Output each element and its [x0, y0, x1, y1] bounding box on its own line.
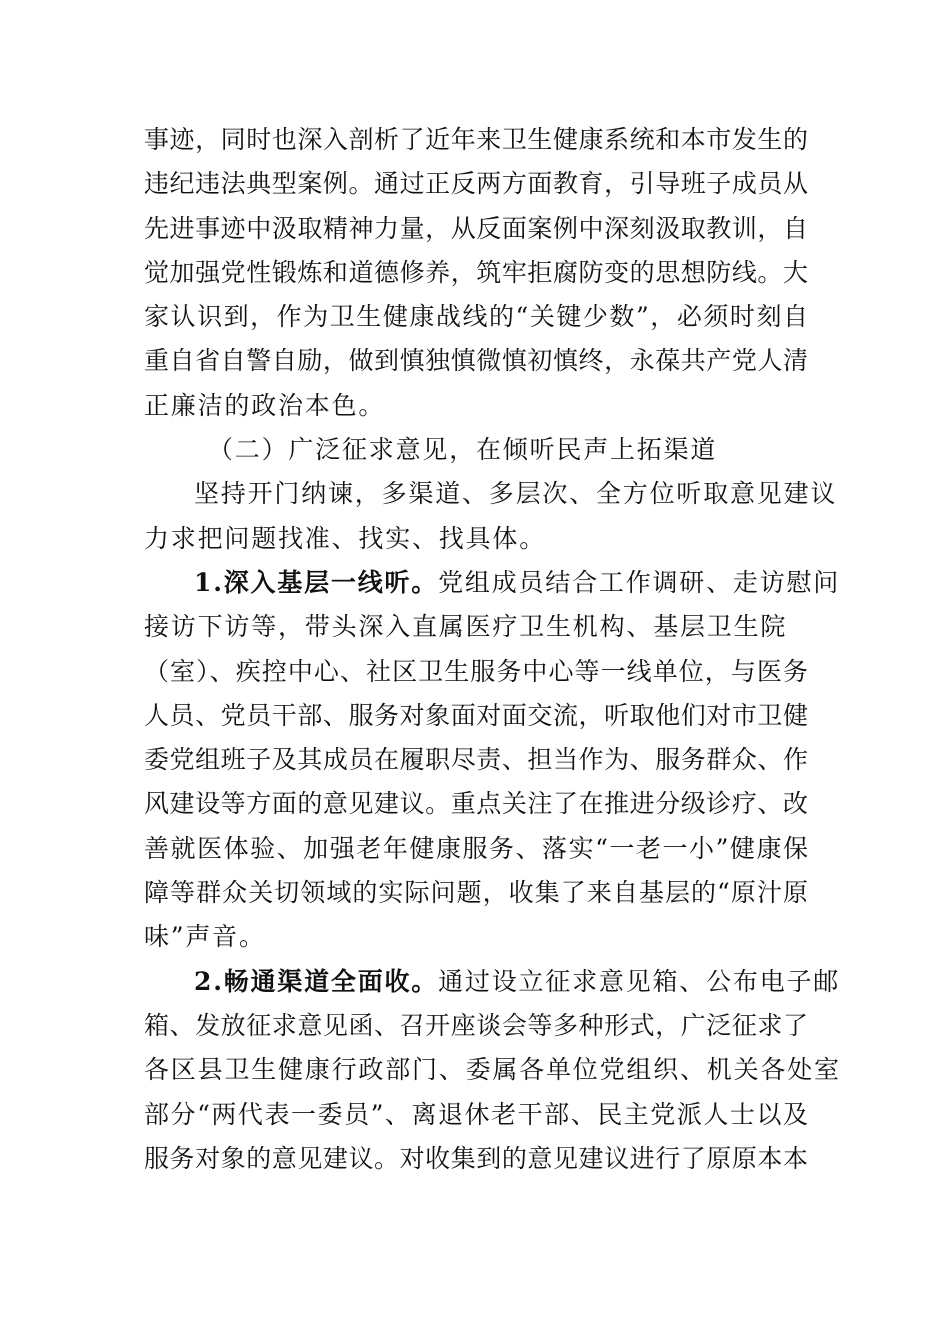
text-line: 正廉洁的政治本色。 — [144, 390, 386, 420]
text-line: 接访下访等，带头深入直属医疗卫生机构、基层卫生院 — [144, 612, 788, 642]
text-line: 家认识到，作为卫生健康战线的“关键少数”，必须时刻自 — [144, 302, 808, 332]
bold-lead: 2.畅通渠道全面收。 — [194, 966, 439, 996]
text-line: 坚持开门纳谏，多渠道、多层次、全方位听取意见建议 — [194, 479, 838, 509]
text-line: 障等群众关切领域的实际问题，收集了来自基层的“原汁原 — [144, 878, 808, 908]
text-line: 委党组班子及其成员在履职尽责、担当作为、服务群众、作 — [144, 745, 808, 775]
text-line-with-lead — [144, 561, 841, 605]
text-line: （室）、疾控中心、社区卫生服务中心等一线单位，与医务 — [144, 656, 808, 686]
text-line: 箱、发放征求意见函、召开座谈会等多种形式，广泛征求了 — [144, 1010, 808, 1040]
text-line: 力求把问题找准、找实、找具体。 — [144, 523, 547, 553]
text-line: 味”声音。 — [144, 922, 266, 952]
section-heading: （二）广泛征求意见，在倾听民声上拓渠道 — [208, 435, 718, 465]
text-line: 先进事迹中汲取精神力量，从反面案例中深刻汲取教训，自 — [144, 213, 808, 243]
text-line: 违纪违法典型案例。通过正反两方面教育，引导班子成员从 — [144, 169, 808, 199]
text-line: 觉加强党性锻炼和道德修养，筑牢拒腐防变的思想防线。大 — [144, 257, 808, 287]
text-line: 善就医体验、加强老年健康服务、落实“一老一小”健康保 — [144, 833, 808, 863]
text-line: 风建设等方面的意见建议。重点关注了在推进分级诊疗、改 — [144, 789, 808, 819]
paragraph-4 — [144, 960, 841, 1181]
text-line: 重自省自警自励，做到慎独慎微慎初慎终，永葆共产党人清 — [144, 346, 808, 376]
bold-lead: 1.深入基层一线听。 — [194, 567, 439, 597]
text-line: 人员、党员干部、服务对象面对面交流，听取他们对市卫健 — [144, 700, 808, 730]
text-line: 服务对象的意见建议。对收集到的意见建议进行了原原本本 — [144, 1143, 808, 1173]
paragraph-1 — [144, 118, 808, 428]
lead-rest: 通过设立征求意见箱、公布电子邮 — [438, 966, 841, 996]
lead-rest: 党组成员结合工作调研、走访慰问 — [438, 567, 841, 597]
text-line: 部分“两代表一委员”、离退休老干部、民主党派人士以及 — [144, 1099, 808, 1129]
paragraph-3 — [144, 561, 841, 960]
text-line: 各区县卫生健康行政部门、委属各单位党组织、机关各处室 — [144, 1055, 841, 1085]
document-page — [144, 118, 841, 1181]
text-line-with-lead — [144, 960, 841, 1004]
text-line: 事迹，同时也深入剖析了近年来卫生健康系统和本市发生的 — [144, 125, 808, 154]
paragraph-2 — [144, 472, 838, 561]
